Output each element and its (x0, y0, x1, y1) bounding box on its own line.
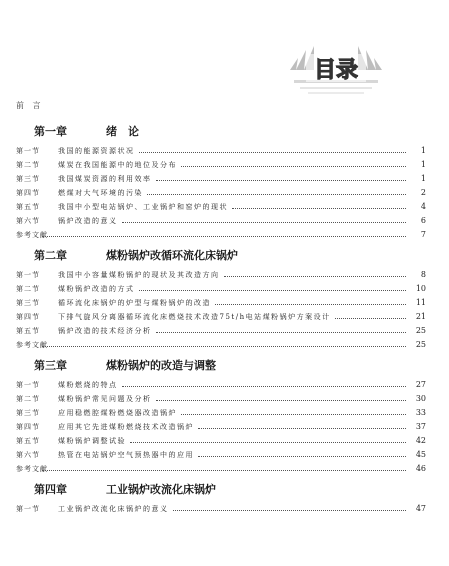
page-number: 42 (415, 436, 426, 445)
page-number: 21 (415, 312, 426, 321)
dot-leader (130, 442, 406, 443)
toc-entry[interactable] (16, 310, 426, 324)
page-number: 37 (415, 422, 426, 431)
toc-entry[interactable] (16, 324, 426, 338)
page-number: 30 (415, 394, 426, 403)
page-number: 1 (420, 160, 426, 169)
page-number: 1 (420, 146, 426, 155)
page-number: 4 (420, 202, 426, 211)
section-title: 我国中小容量煤粉锅炉的现状及其改造方向 (58, 271, 220, 279)
section-number: 第一节 (16, 381, 40, 389)
page-number: 27 (415, 380, 426, 389)
section-number: 第二节 (16, 285, 40, 293)
page-number: 10 (415, 284, 426, 293)
toc-entry[interactable] (16, 228, 426, 242)
section-title: 燃煤对大气环境的污染 (58, 189, 143, 197)
section-number: 第一节 (16, 271, 40, 279)
section-number: 第五节 (16, 203, 40, 211)
toc-entry[interactable] (16, 448, 426, 462)
chapter-heading[interactable] (16, 248, 426, 264)
toc-entry[interactable] (16, 338, 426, 352)
dot-leader (42, 346, 406, 347)
chapter-number: 第三章 (34, 359, 67, 372)
section-number: 第三节 (16, 409, 40, 417)
chapter-title: 绪 论 (106, 125, 139, 138)
dot-leader (156, 332, 407, 333)
page-number: 45 (415, 450, 426, 459)
section-number: 参考文献 (16, 231, 48, 239)
section-number: 第二节 (16, 395, 40, 403)
dot-leader (224, 276, 407, 277)
section-number: 第六节 (16, 217, 40, 225)
toc-entry[interactable] (16, 172, 426, 186)
toc-entry[interactable] (16, 502, 426, 516)
toc-heading: 目录 (313, 58, 359, 83)
section-title: 锅炉改造的意义 (58, 217, 118, 225)
toc-entry[interactable] (16, 144, 426, 158)
dot-leader (122, 222, 407, 223)
dot-leader (198, 428, 406, 429)
page-number: 11 (415, 298, 426, 307)
section-number: 参考文献 (16, 341, 48, 349)
section-title: 应用其它先进煤粉燃烧技术改造锅炉 (58, 423, 194, 431)
toc-entry[interactable] (16, 392, 426, 406)
section-title: 锅炉改造的技术经济分析 (58, 327, 152, 335)
dot-leader (42, 470, 406, 471)
page-number: 2 (420, 188, 426, 197)
section-number: 参考文献 (16, 465, 48, 473)
section-title: 煤粉锅炉常见问题及分析 (58, 395, 152, 403)
section-number: 第四节 (16, 189, 40, 197)
toc-logo (284, 40, 388, 96)
table-of-contents (16, 118, 426, 516)
preface-entry[interactable]: 前 言 (16, 101, 44, 110)
toc-entry[interactable] (16, 420, 426, 434)
toc-entry[interactable] (16, 282, 426, 296)
section-title: 下排气旋风分离器循环流化床燃烧技术改造75t/h电站煤粉锅炉方案设计 (58, 313, 331, 321)
page-number: 47 (415, 504, 426, 513)
page-number: 6 (420, 216, 426, 225)
section-number: 第一节 (16, 505, 40, 513)
dot-leader (181, 166, 406, 167)
chapter-heading[interactable] (16, 482, 426, 498)
page-number: 25 (415, 340, 426, 349)
section-title: 工业锅炉改流化床锅炉的意义 (58, 505, 169, 513)
dot-leader (139, 152, 407, 153)
dot-leader (232, 208, 406, 209)
section-title: 我国的能源资源状况 (58, 147, 135, 155)
chapter-number: 第四章 (34, 483, 67, 496)
section-title: 煤粉燃烧的特点 (58, 381, 118, 389)
section-number: 第三节 (16, 299, 40, 307)
section-number: 第一节 (16, 147, 40, 155)
section-number: 第五节 (16, 327, 40, 335)
dot-leader (215, 304, 406, 305)
section-number: 第四节 (16, 423, 40, 431)
dot-leader (181, 414, 406, 415)
page-number: 8 (420, 270, 426, 279)
toc-entry[interactable] (16, 158, 426, 172)
section-title: 煤粉锅炉调整试验 (58, 437, 126, 445)
toc-entry[interactable] (16, 200, 426, 214)
toc-entry[interactable] (16, 462, 426, 476)
dot-leader (335, 318, 406, 319)
section-number: 第六节 (16, 451, 40, 459)
dot-leader (139, 290, 407, 291)
dot-leader (173, 510, 407, 511)
section-number: 第二节 (16, 161, 40, 169)
chapter-number: 第一章 (34, 125, 67, 138)
chapter-title: 煤粉锅炉改循环流化床锅炉 (106, 249, 238, 262)
section-number: 第五节 (16, 437, 40, 445)
dot-leader (122, 386, 407, 387)
section-title: 我国煤炭资源的利用效率 (58, 175, 152, 183)
section-number: 第四节 (16, 313, 40, 321)
chapter-number: 第二章 (34, 249, 67, 262)
dot-leader (156, 400, 407, 401)
section-title: 循环流化床锅炉的炉型与煤粉锅炉的改造 (58, 299, 211, 307)
dot-leader (42, 236, 406, 237)
section-number: 第三节 (16, 175, 40, 183)
toc-entry[interactable] (16, 406, 426, 420)
dot-leader (198, 456, 406, 457)
section-title: 应用稳燃腔煤粉燃烧器改造锅炉 (58, 409, 177, 417)
chapter-heading[interactable] (16, 358, 426, 374)
chapter-title: 煤粉锅炉的改造与调整 (106, 359, 216, 372)
toc-entry[interactable] (16, 186, 426, 200)
dot-leader (156, 180, 407, 181)
toc-logo-graphic (284, 40, 388, 96)
section-title: 我国中小型电站锅炉、工业锅炉和窑炉的现状 (58, 203, 228, 211)
toc-entry[interactable] (16, 268, 426, 282)
section-title: 热管在电站锅炉空气预热器中的应用 (58, 451, 194, 459)
toc-entry[interactable] (16, 434, 426, 448)
page-number: 1 (420, 174, 426, 183)
dot-leader (147, 194, 406, 195)
section-title: 煤粉锅炉改造的方式 (58, 285, 135, 293)
page-number: 33 (415, 408, 426, 417)
toc-entry[interactable] (16, 378, 426, 392)
page-number: 46 (415, 464, 426, 473)
chapter-heading[interactable] (16, 124, 426, 140)
chapter-title: 工业锅炉改流化床锅炉 (106, 483, 216, 496)
page-number: 25 (415, 326, 426, 335)
toc-entry[interactable] (16, 214, 426, 228)
toc-entry[interactable] (16, 296, 426, 310)
section-title: 煤炭在我国能源中的地位及分布 (58, 161, 177, 169)
page-number: 7 (420, 230, 426, 239)
